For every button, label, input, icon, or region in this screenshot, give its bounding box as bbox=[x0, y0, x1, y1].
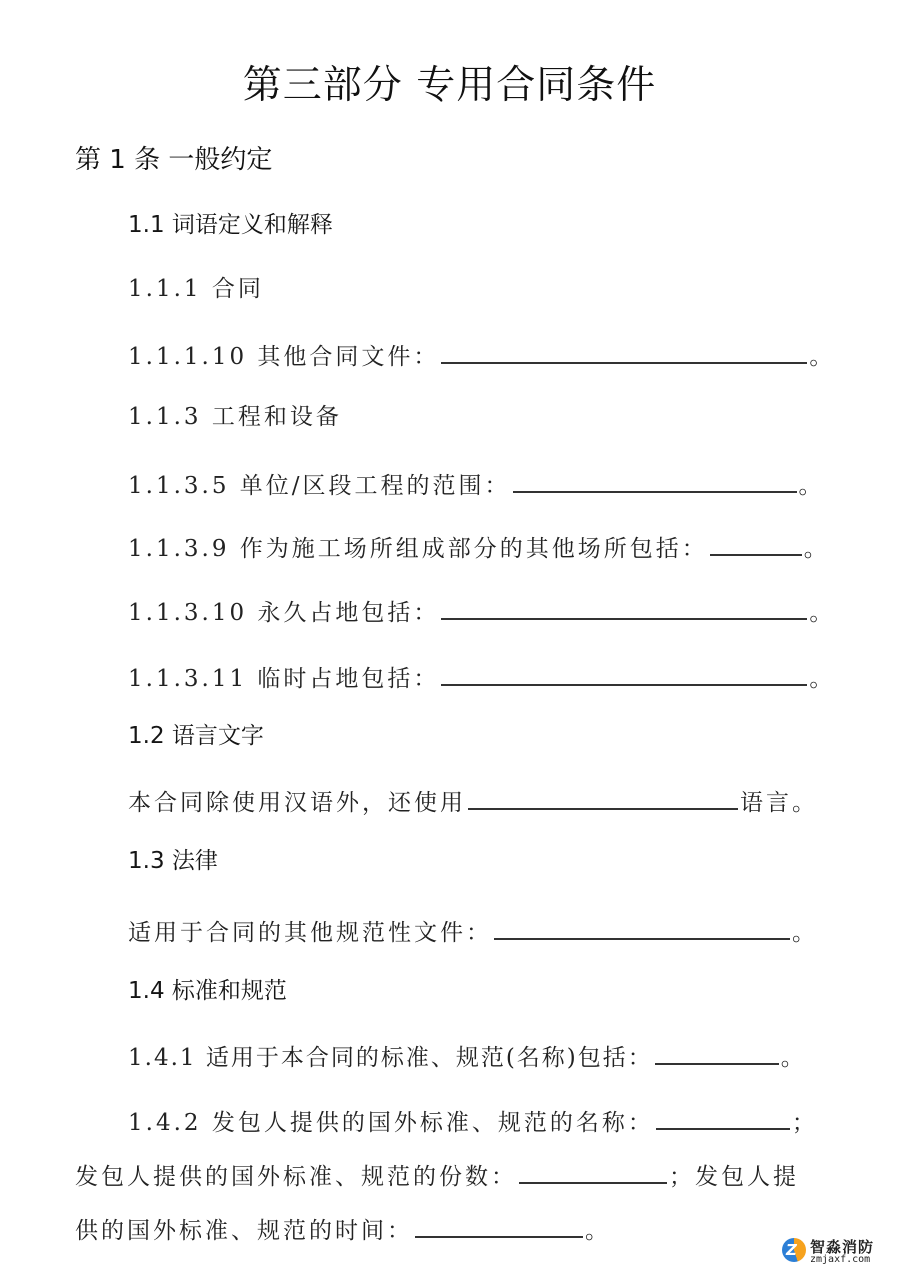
clause-1-1-3-5 bbox=[128, 471, 825, 498]
section-heading-1-3: 1.3 法律 bbox=[128, 848, 218, 874]
fill-blank-field[interactable] bbox=[519, 1162, 667, 1184]
semicolon: ； bbox=[791, 1110, 818, 1136]
clause-1-4-2-line1 bbox=[128, 1108, 818, 1135]
fill-blank-field[interactable] bbox=[441, 664, 807, 686]
watermark-name: 智淼消防 bbox=[810, 1238, 875, 1256]
article-heading: 第 1 条 一般约定 bbox=[75, 145, 273, 175]
clause-label: 1.4.1 适用于本合同的标准、规范(名称)包括： bbox=[128, 1045, 653, 1071]
clause-1-1-1: 1.1.1 合同 bbox=[128, 276, 264, 302]
clause-1-2-text bbox=[128, 788, 818, 815]
clause-1-4-2-line3 bbox=[75, 1216, 611, 1243]
fill-blank-field[interactable] bbox=[513, 471, 797, 493]
clause-text-end: 语言。 bbox=[740, 790, 818, 816]
clause-label: 1.1.3.5 单位/区段工程的范围： bbox=[128, 473, 511, 499]
clause-1-1-3: 1.1.3 工程和设备 bbox=[128, 404, 342, 430]
fill-blank-field[interactable] bbox=[441, 598, 807, 620]
section-heading-1-4: 1.4 标准和规范 bbox=[128, 978, 287, 1004]
clause-1-4-1 bbox=[128, 1043, 806, 1070]
period: 。 bbox=[798, 473, 825, 499]
period: 。 bbox=[792, 920, 818, 946]
clause-label: 1.1.1.10 其他合同文件： bbox=[128, 344, 440, 370]
fill-blank-field[interactable] bbox=[655, 1043, 779, 1065]
period: 。 bbox=[809, 666, 836, 692]
clause-label: 1.1.3.11 临时占地包括： bbox=[128, 666, 440, 692]
period: 。 bbox=[585, 1218, 611, 1244]
page-title: 第三部分 专用合同条件 bbox=[242, 63, 657, 108]
fill-blank-field[interactable] bbox=[415, 1216, 583, 1238]
clause-label: 1.1.3.9 作为施工场所组成部分的其他场所包括： bbox=[128, 536, 708, 562]
section-heading-1-1: 1.1 词语定义和解释 bbox=[128, 212, 333, 238]
period: 。 bbox=[809, 600, 836, 626]
period: 。 bbox=[803, 536, 830, 562]
fill-blank-field[interactable] bbox=[468, 788, 738, 810]
clause-text: 适用于合同的其他规范性文件： bbox=[128, 920, 492, 946]
period: 。 bbox=[809, 344, 836, 370]
clause-1-1-3-10 bbox=[128, 598, 835, 625]
period: 。 bbox=[780, 1045, 806, 1071]
zm-logo-icon: Z bbox=[782, 1238, 806, 1262]
watermark-logo bbox=[782, 1236, 892, 1268]
clause-label: 1.4.2 发包人提供的国外标准、规范的名称： bbox=[128, 1110, 654, 1136]
fill-blank-field[interactable] bbox=[441, 342, 807, 364]
clause-text: 发包人提供的国外标准、规范的份数： bbox=[75, 1164, 517, 1190]
clause-text: 供的国外标准、规范的时间： bbox=[75, 1218, 413, 1244]
watermark-domain: zmjaxf.com bbox=[810, 1254, 871, 1265]
clause-1-1-3-11 bbox=[128, 664, 835, 691]
clause-1-3-text bbox=[128, 918, 818, 945]
clause-label: 1.1.3.10 永久占地包括： bbox=[128, 600, 440, 626]
clause-1-4-2-line2 bbox=[75, 1162, 799, 1189]
fill-blank-field[interactable] bbox=[494, 918, 790, 940]
clause-1-1-3-9 bbox=[128, 534, 830, 561]
fill-blank-field[interactable] bbox=[710, 534, 802, 556]
fill-blank-field[interactable] bbox=[656, 1108, 790, 1130]
clause-1-1-1-10 bbox=[128, 342, 835, 369]
section-heading-1-2: 1.2 语言文字 bbox=[128, 723, 264, 749]
clause-text: ；发包人提 bbox=[669, 1164, 799, 1190]
clause-text: 本合同除使用汉语外，还使用 bbox=[128, 790, 466, 816]
